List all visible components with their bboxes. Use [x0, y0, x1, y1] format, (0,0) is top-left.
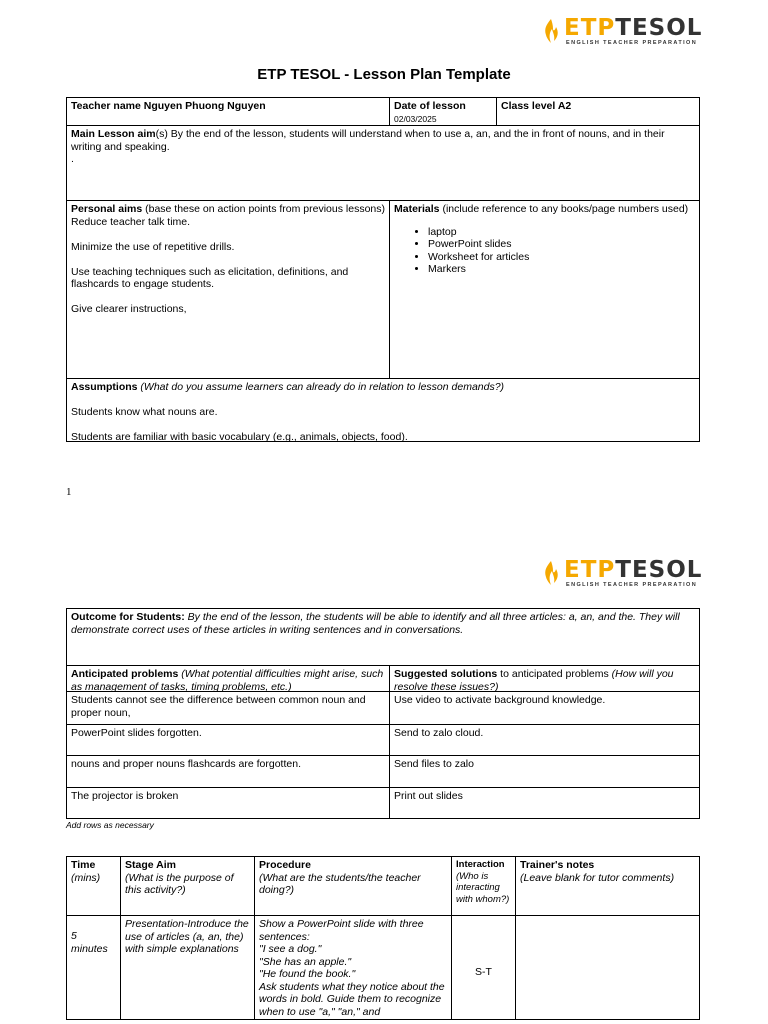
main-aim-extra: . [71, 153, 74, 165]
personal-aims-hint: (base these on action points from previous lessons) [142, 203, 385, 215]
problem-text: PowerPoint slides forgotten. [71, 727, 202, 739]
materials-cell [389, 200, 700, 379]
outcome-label: Outcome for Students: [71, 611, 185, 623]
procedure-cell [254, 915, 452, 1020]
personal-aim-item: Reduce teacher talk time. [71, 215, 191, 228]
problem-text: The projector is broken [71, 790, 179, 802]
personal-aims-label: Personal aims [71, 203, 143, 215]
outcome-cell [66, 608, 700, 666]
teacher-name: Teacher name Nguyen Phuong Nguyen [71, 100, 266, 112]
solution-cell [389, 724, 700, 756]
logo-etp: ETP [564, 557, 616, 583]
assumption-item: Students are familiar with basic vocabulary (e.g., animals, objects, food). [71, 431, 408, 442]
procedure-header-label: Procedure [259, 859, 311, 871]
procedure-line: "She has an apple." [259, 955, 352, 968]
logo-tagline: ENGLISH TEACHER PREPARATION [566, 582, 698, 588]
stage-aim-header-label: Stage Aim [125, 859, 176, 871]
problem-cell [66, 755, 390, 788]
page-number: 1 [66, 486, 72, 498]
trainer-notes-header-label: Trainer's notes [520, 859, 595, 871]
logo-tesol: TESOL [615, 557, 703, 583]
personal-aim-item: Use teaching techniques such as elicitation, definitions, and flashcards to engage students. [71, 265, 349, 290]
procedure-line: "He found the book." [259, 968, 356, 980]
add-rows-note: Add rows as necessary [66, 820, 154, 830]
personal-aim-item: Minimize the use of repetitive drills. [71, 240, 235, 253]
etp-tesol-logo [542, 558, 702, 588]
trainer-notes-header-hint: (Leave blank for tutor comments) [520, 871, 675, 884]
logo-tagline: ENGLISH TEACHER PREPARATION [566, 40, 698, 46]
date-label: Date of lesson [394, 100, 466, 112]
anticipated-problems-header [66, 665, 390, 692]
time-value: 5 minutes [71, 930, 108, 955]
date-value: 02/03/2025 [394, 113, 437, 124]
interaction-header [451, 856, 516, 916]
trainer-notes-header [515, 856, 700, 916]
interaction-header-hint: (Who is interacting with whom?) [456, 870, 510, 905]
solutions-hint: (How will you resolve these issues?) [394, 668, 674, 692]
etp-tesol-logo [542, 16, 702, 46]
main-aim-cell [66, 125, 700, 201]
assumptions-hint: (What do you assume learners can already do in relation to lesson demands?) [137, 381, 505, 393]
problems-hint: (What potential difficulties might arise, such as management of tasks, timing problems, etc.) [71, 668, 384, 692]
time-cell [66, 915, 121, 1020]
flame-icon [542, 560, 560, 586]
teacher-name-cell [66, 97, 390, 126]
solution-cell [389, 691, 700, 725]
time-header-hint: (mins) [71, 871, 101, 884]
outcome-text: By the end of the lesson, the students will be able to identify and all three articles: a, an, and the. They will demonstrate correct uses of these articles in writing sentences and in conversations. [71, 611, 680, 636]
personal-aim-item: Give clearer instructions, [71, 303, 187, 315]
stage-aim-header [120, 856, 255, 916]
materials-hint: (include reference to any books/page numbers used) [439, 203, 689, 215]
assumptions-label: Assumptions [71, 381, 138, 393]
logo-etp: ETP [564, 15, 616, 41]
materials-label: Materials [394, 203, 440, 215]
procedure-line: Show a PowerPoint slide with three sentences: [259, 918, 424, 943]
assumptions-cell [66, 378, 700, 442]
interaction-value: S-T [475, 966, 492, 978]
problem-cell [66, 724, 390, 756]
flame-icon [542, 18, 560, 44]
problem-cell [66, 691, 390, 725]
logo-tesol: TESOL [615, 15, 703, 41]
interaction-cell [451, 915, 516, 1020]
list-item: • Worksheet for articles [428, 251, 695, 264]
class-level: Class level A2 [501, 100, 572, 112]
class-level-cell [496, 97, 700, 126]
suggested-solutions-header [389, 665, 700, 692]
problem-cell [66, 787, 390, 819]
list-item: • Markers [428, 263, 695, 276]
solution-text: Print out slides [394, 790, 463, 802]
solution-cell [389, 787, 700, 819]
solution-text: Send to zalo cloud. [394, 727, 484, 739]
trainer-notes-cell [515, 915, 700, 1020]
problem-text: Students cannot see the difference between common noun and proper noun, [71, 694, 366, 719]
procedure-line: "I see a dog." [259, 943, 322, 955]
interaction-header-label: Interaction [456, 859, 505, 870]
solution-cell [389, 755, 700, 788]
date-cell [389, 97, 497, 126]
time-header-label: Time [71, 859, 96, 871]
page-title: ETP TESOL - Lesson Plan Template [257, 66, 511, 83]
solution-text: Send files to zalo [394, 758, 474, 770]
list-item: • laptop [428, 226, 695, 239]
time-header [66, 856, 121, 916]
problems-label: Anticipated problems [71, 668, 179, 680]
procedure-header [254, 856, 452, 916]
stage-aim-header-hint: (What is the purpose of this activity?) [125, 871, 234, 896]
stage-aim-cell [120, 915, 255, 1020]
problem-text: nouns and proper nouns flashcards are forgotten. [71, 758, 301, 770]
solutions-mid: to anticipated problems [497, 668, 612, 680]
materials-list [394, 226, 695, 276]
stage-aim-text: Presentation-Introduce the use of articles (a, an, the) with simple explanations [125, 918, 249, 955]
procedure-header-hint: (What are the students/the teacher doing?) [259, 871, 421, 896]
main-aim-label: Main Lesson aim [71, 128, 156, 140]
personal-aims-cell [66, 200, 390, 379]
assumption-item: Students know what nouns are. [71, 406, 218, 418]
list-item: • PowerPoint slides [428, 238, 695, 251]
main-aim-text: (s) By the end of the lesson, students will understand when to use a, an, and the in front of nouns, and in their writing and speaking. [71, 128, 665, 153]
solution-text: Use video to activate background knowledge. [394, 694, 606, 706]
solutions-label: Suggested solutions [394, 668, 498, 680]
procedure-line: Ask students what they notice about the words in bold. Guide them to recognize when to use "a," "an," and [259, 980, 445, 1018]
